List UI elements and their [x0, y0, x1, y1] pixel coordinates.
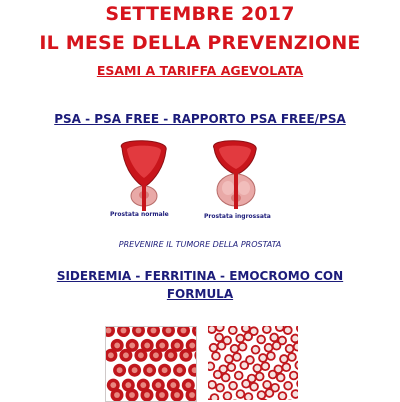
heading-blood-exams-line1: SIDEREMIA - FERRITINA - EMOCROMO CON [0, 269, 400, 283]
blood-cell-center [177, 367, 183, 373]
title-prevention-month: IL MESE DELLA PREVENZIONE [0, 32, 400, 54]
blood-cell-center [114, 342, 120, 348]
blood-cell-center [170, 382, 176, 388]
blood-cell-center [283, 364, 289, 370]
blood-cell-center [189, 342, 195, 348]
blood-cell [296, 379, 298, 389]
blood-cell-center [168, 352, 174, 358]
blood-cell-center [243, 381, 249, 387]
blood-cell-center [253, 347, 259, 353]
blood-cell-center [266, 345, 272, 351]
blood-cell-center [237, 335, 243, 341]
blood-cell-center [291, 373, 297, 379]
blood-cell-center [223, 375, 229, 381]
normal-blood-cells-svg [106, 327, 196, 401]
blood-cell-center [159, 342, 165, 348]
blood-cell-center [234, 354, 240, 360]
caption-normal-prostate: Prostata normale [110, 211, 169, 218]
subtitle-discounted-exams: ESAMI A TARIFFA AGEVOLATA [0, 63, 400, 78]
blood-cell-center [213, 353, 219, 359]
blood-cell-center [144, 392, 150, 398]
blood-cell-center [289, 354, 295, 360]
anemic-blood-cells-svg [208, 326, 298, 400]
caption-enlarged-prostate: Prostata ingrossata [204, 213, 271, 220]
blood-cell-center [216, 334, 222, 340]
blood-cell-center [185, 382, 191, 388]
blood-cell-center [114, 392, 120, 398]
blood-cell-center [153, 352, 159, 358]
blood-cell-center [258, 336, 264, 342]
blood-cell-center [121, 328, 127, 334]
blood-cell-center [274, 343, 280, 349]
blood-cell-center [287, 346, 293, 352]
blood-cell-center [240, 344, 246, 350]
blood-cell [192, 327, 196, 337]
blood-cell-center [270, 372, 276, 378]
blood-cell-center [228, 364, 234, 370]
enlarged-prostate-image [214, 141, 257, 209]
blood-cell-center [271, 334, 277, 340]
blood-cell-center [110, 382, 116, 388]
blood-cell-center [129, 392, 135, 398]
blood-cell-center [258, 392, 264, 398]
blood-cell-center [162, 367, 168, 373]
blood-cell-center [285, 383, 291, 389]
blood-cell-center [230, 327, 236, 333]
blood-cell-center [236, 373, 242, 379]
blood-cell-center [144, 342, 150, 348]
blood-cell-center [230, 383, 236, 389]
blood-cell-center [251, 384, 257, 390]
blood-cell-center [237, 391, 243, 397]
blood-cell-center [215, 372, 221, 378]
blood-cell-center [147, 367, 153, 373]
tagline-prevent-prostate-cancer: PREVENIRE IL TUMORE DELLA PROSTATA [0, 240, 400, 249]
blood-cell-center [140, 382, 146, 388]
blood-cell-center [260, 355, 266, 361]
blood-cell-center [174, 392, 180, 398]
blood-cell-center [136, 328, 142, 334]
blood-cell-center [209, 326, 215, 332]
blood-cell-center [232, 346, 238, 352]
blood-cell-center [281, 356, 287, 362]
blood-cell-center [211, 345, 217, 351]
blood-cell-center [117, 367, 123, 373]
blood-cell-center [123, 352, 129, 358]
prostate-illustration [100, 138, 300, 230]
blood-cell-center [155, 382, 161, 388]
anemic-blood-cells-image [208, 326, 298, 400]
heading-blood-exams-line2: FORMULA [0, 287, 400, 301]
heading-psa-exams: PSA - PSA FREE - RAPPORTO PSA FREE/PSA [0, 112, 400, 126]
blood-cell-center [254, 365, 260, 371]
blood-cell-center [264, 326, 270, 332]
blood-cell-center [219, 343, 225, 349]
normal-blood-cells-image [105, 326, 197, 402]
blood-cell-center [279, 393, 285, 399]
prostate-illustration-svg [100, 138, 300, 230]
blood-cell-center [245, 333, 251, 339]
blood-cell [296, 326, 298, 333]
blood-cell-center [292, 335, 298, 341]
blood-cell-center [181, 328, 187, 334]
blood-cell-center [209, 382, 215, 388]
blood-cell-center [159, 392, 165, 398]
blood-cell-center [262, 363, 268, 369]
blood-cell-center [174, 342, 180, 348]
blood-cell-center [217, 385, 223, 391]
blood-cell-center [285, 327, 291, 333]
blood-cell-center [189, 392, 195, 398]
blood-cell-center [166, 328, 172, 334]
blood-cell-center [278, 375, 284, 381]
blood-cell-center [125, 382, 131, 388]
blood-cell-center [224, 393, 230, 399]
blood-cell-center [129, 342, 135, 348]
blood-cell-center [268, 353, 274, 359]
blood-cell-center [183, 352, 189, 358]
blood-cell-center [151, 328, 157, 334]
normal-prostate-image [121, 141, 166, 211]
blood-cell-center [132, 367, 138, 373]
blood-cell-center [226, 356, 232, 362]
blood-cell-center [245, 394, 251, 400]
blood-cell-center [264, 382, 270, 388]
blood-cell-center [108, 352, 114, 358]
title-month: SETTEMBRE 2017 [0, 3, 400, 25]
blood-cell-center [241, 362, 247, 368]
blood-cell-center [266, 390, 272, 396]
blood-cell-center [257, 374, 263, 380]
blood-cell-center [138, 352, 144, 358]
